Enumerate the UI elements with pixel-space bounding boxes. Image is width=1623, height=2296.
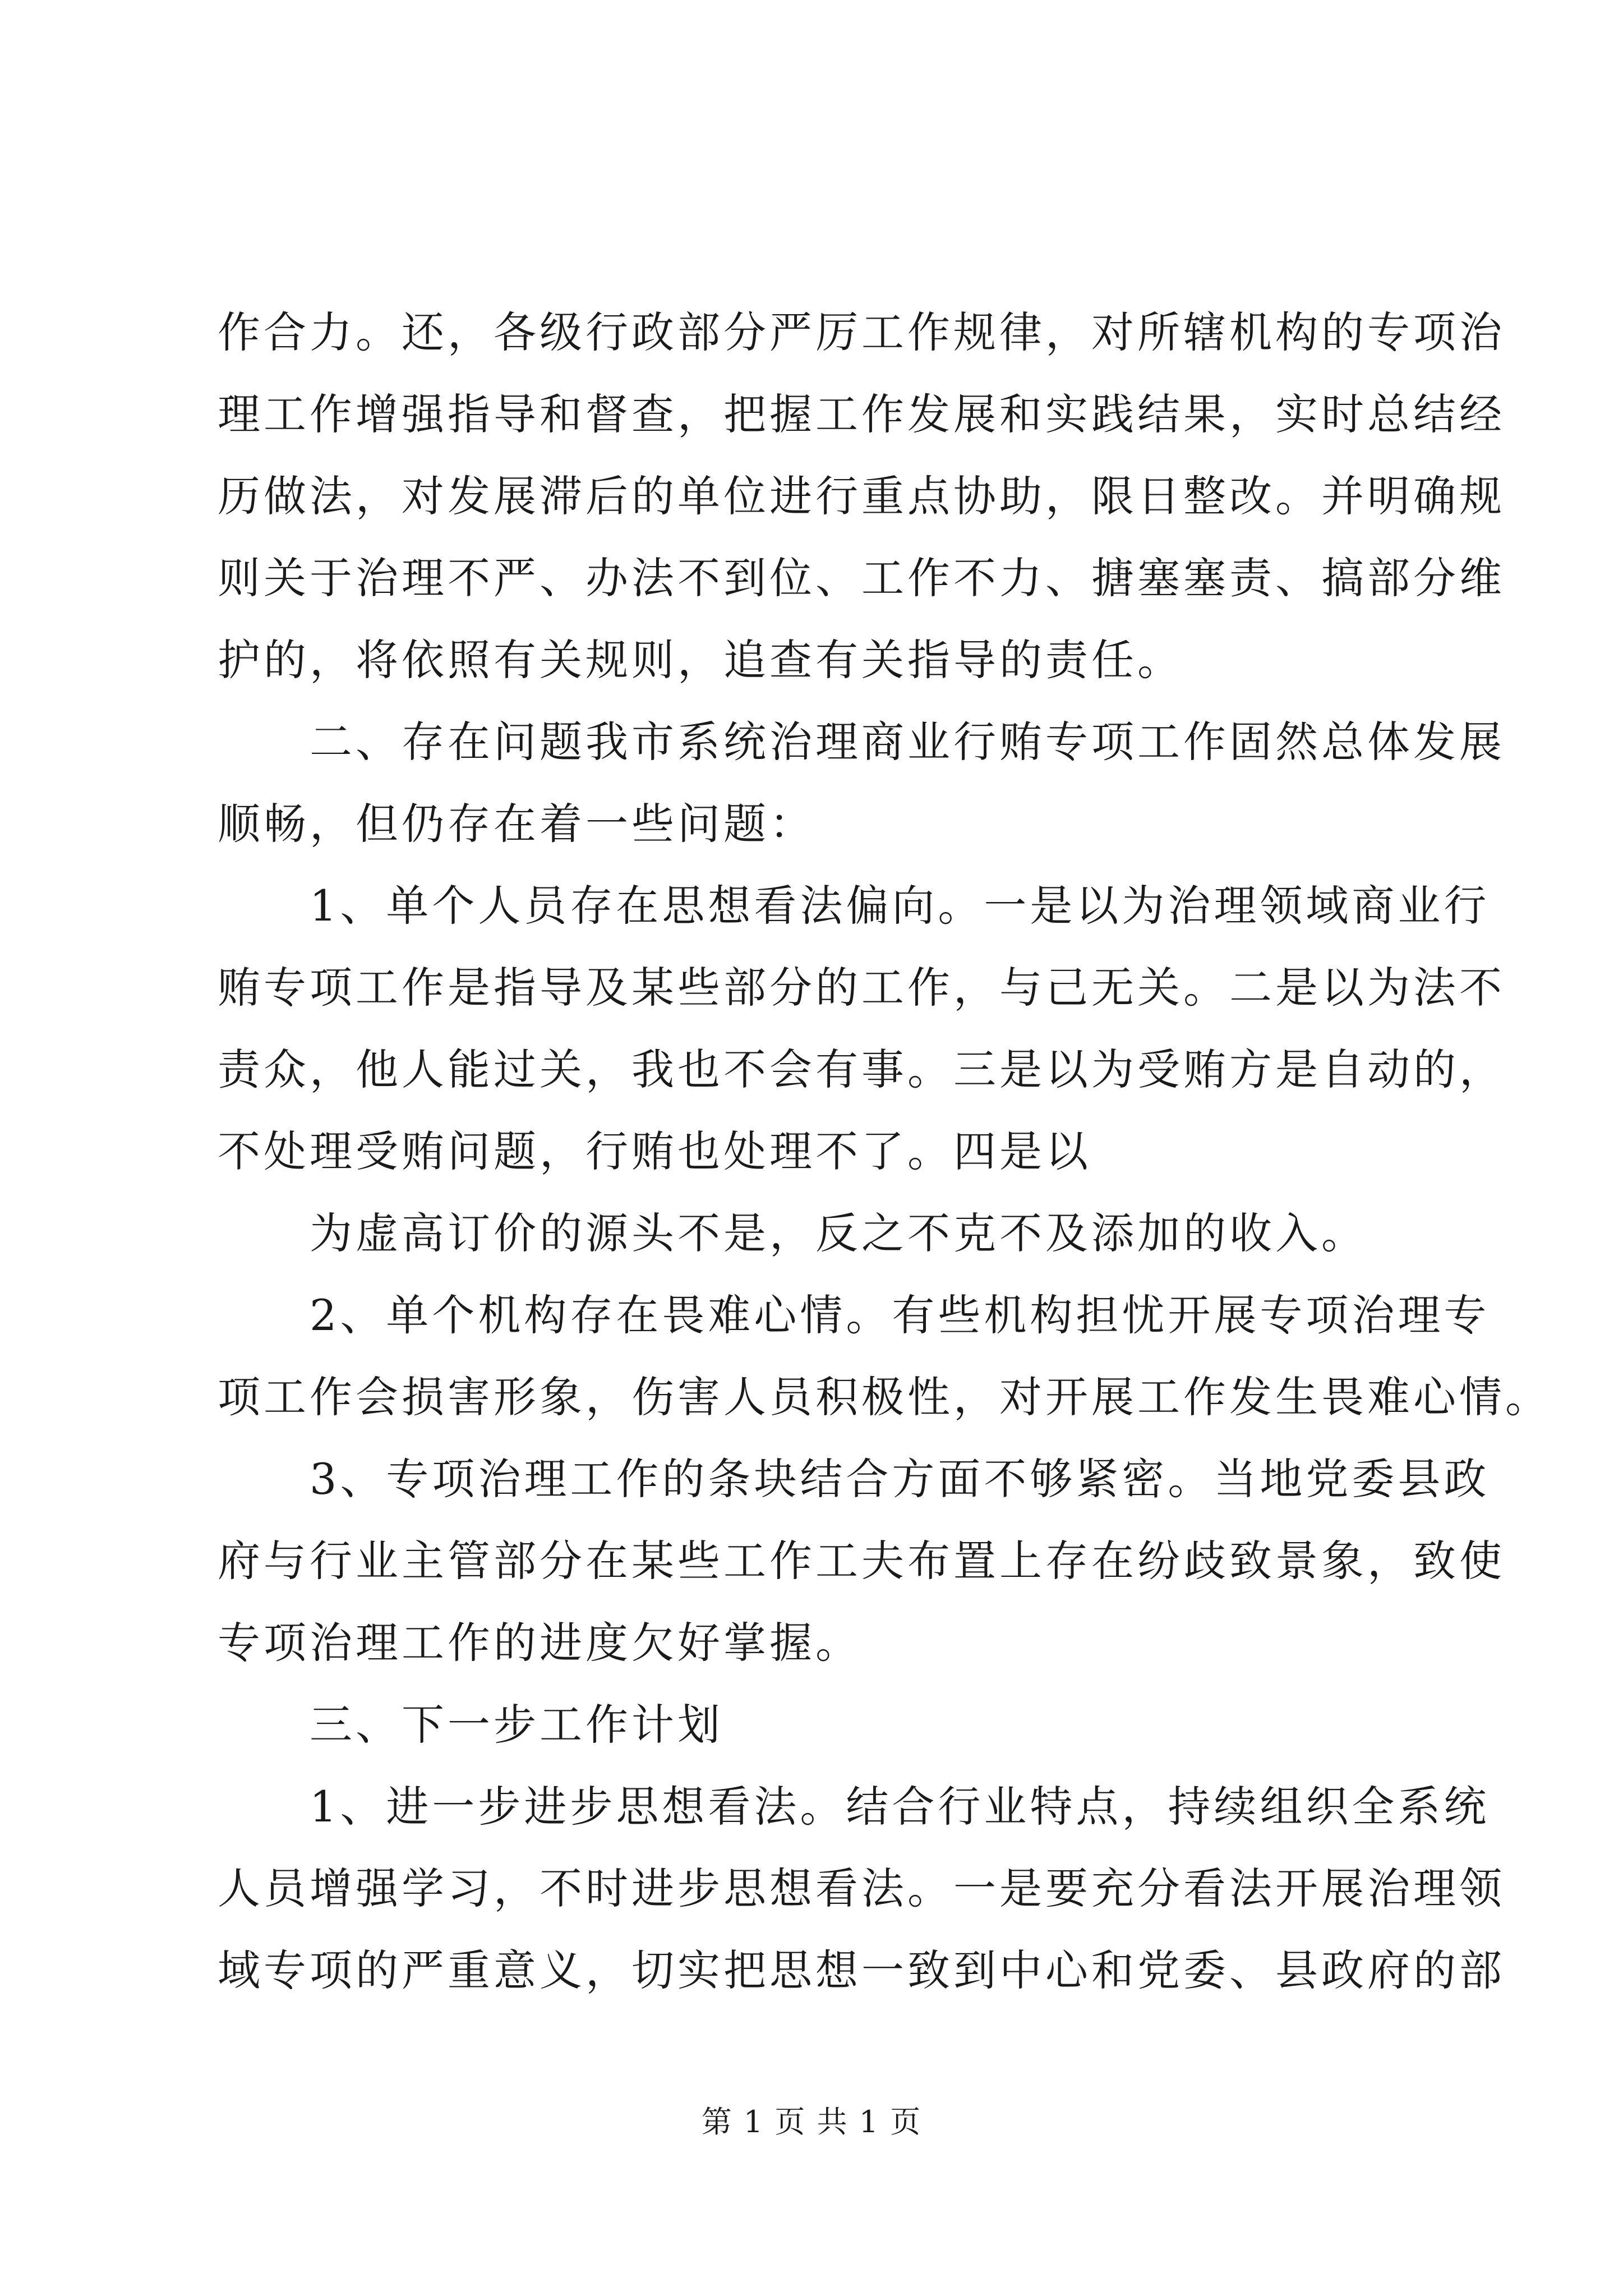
text-line: 作合力。还，各级行政部分严厉工作规律，对所辖机构的专项治 (218, 307, 1505, 357)
text-line: 不处理受贿问题，行贿也处理不了。四是以 (218, 1126, 1091, 1176)
text-line: 贿专项工作是指导及某些部分的工作，与己无关。二是以为法不 (218, 963, 1505, 1013)
page-footer: 第 1 页 共 1 页 (701, 2104, 922, 2139)
text-line: 顺畅，但仍存在着一些问题： (218, 799, 815, 849)
text-line: 2、单个机构存在畏难心情。有些机构担忧开展专项治理专 (310, 1290, 1490, 1340)
text-line: 3、专项治理工作的条块结合方面不够紧密。当地党委县政 (310, 1454, 1490, 1504)
text-line: 人员增强学习，不时进步思想看法。一是要充分看法开展治理领 (218, 1864, 1505, 1913)
text-line: 责众，他人能过关，我也不会有事。三是以为受贿方是自动的， (218, 1045, 1505, 1094)
text-line: 1、进一步进步思想看法。结合行业特点，持续组织全系统 (310, 1782, 1490, 1832)
text-line: 专项治理工作的进度欠好掌握。 (218, 1618, 861, 1668)
text-line: 为虚高订价的源头不是，反之不克不及添加的收入。 (310, 1208, 1367, 1258)
text-line: 则关于治理不严、办法不到位、工作不力、搪塞塞责、搞部分维 (218, 553, 1505, 603)
text-line: 域专项的严重意义，切实把思想一致到中心和党委、县政府的部 (218, 1945, 1505, 1995)
text-line: 1、单个人员存在思想看法偏向。一是以为治理领域商业行 (310, 881, 1490, 931)
text-line: 项工作会损害形象，伤害人员积极性，对开展工作发生畏难心情。 (218, 1372, 1551, 1422)
text-line: 护的，将依照有关规则，追查有关指导的责任。 (218, 635, 1183, 685)
document-body (218, 292, 1551, 2012)
text-line: 三、下一步工作计划 (310, 1700, 723, 1750)
text-line: 理工作增强指导和督查，把握工作发展和实践结果，实时总结经 (218, 389, 1505, 439)
text-line: 历做法，对发展滞后的单位进行重点协助，限日整改。并明确规 (218, 471, 1505, 521)
text-line: 二、存在问题我市系统治理商业行贿专项工作固然总体发展 (310, 717, 1505, 767)
text-line: 府与行业主管部分在某些工作工夫布置上存在纷歧致景象，致使 (218, 1536, 1505, 1586)
